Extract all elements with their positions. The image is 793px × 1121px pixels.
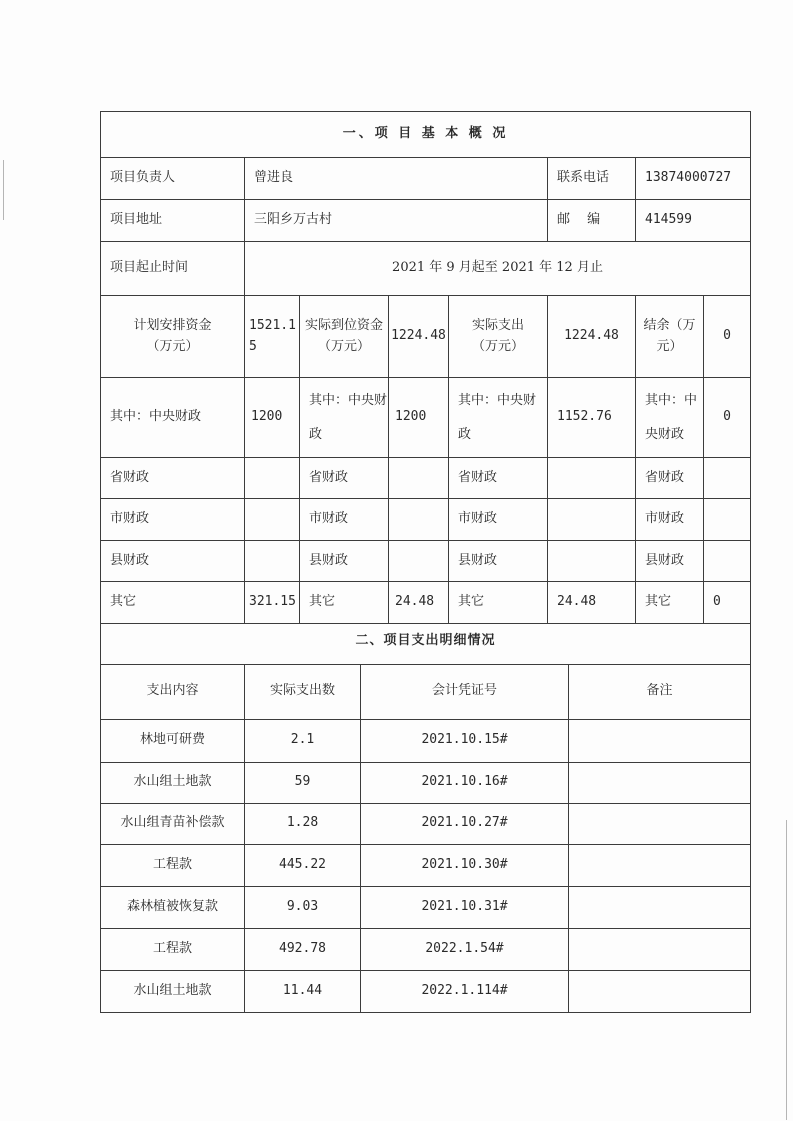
row-content: 林地可研费 xyxy=(101,719,245,762)
phone-value: 13874000727 xyxy=(636,158,751,200)
county-received-label: 县财政 xyxy=(300,541,389,582)
city-balance-label: 市财政 xyxy=(636,499,704,541)
central-gov-received-label: 其中：中央财政 xyxy=(300,378,389,458)
planned-funds-label: 计划安排资金（万元） xyxy=(101,296,245,378)
central-gov-planned: 1200 xyxy=(245,378,300,458)
section2-title: 二、项目支出明细情况 xyxy=(101,618,751,664)
table-row xyxy=(101,970,751,1012)
balance-label: 结余（万元） xyxy=(636,296,704,378)
province-spent-label: 省财政 xyxy=(449,458,548,499)
province-received xyxy=(389,458,449,499)
row-content: 水山组青苗补偿款 xyxy=(101,803,245,844)
row-content: 工程款 xyxy=(101,844,245,886)
phone-label: 联系电话 xyxy=(548,158,636,200)
row-voucher: 2022.1.54# xyxy=(361,928,569,970)
province-spent xyxy=(548,458,636,499)
row-amount: 59 xyxy=(245,762,361,803)
header-content: 支出内容 xyxy=(101,664,245,719)
table-row xyxy=(101,719,751,762)
spent-funds-label: 实际支出（万元） xyxy=(449,296,548,378)
row-content: 工程款 xyxy=(101,928,245,970)
row-content: 水山组土地款 xyxy=(101,762,245,803)
header-amount: 实际支出数 xyxy=(245,664,361,719)
table-row xyxy=(101,844,751,886)
spent-funds-value: 1224.48 xyxy=(548,296,636,378)
city-received xyxy=(389,499,449,541)
scan-mark xyxy=(3,160,4,220)
planned-funds-value: 1521.15 xyxy=(245,296,300,378)
city-label: 市财政 xyxy=(101,499,245,541)
period-value: 2021 年 9 月起至 2021 年 12 月止 xyxy=(245,242,751,296)
received-funds-label: 实际到位资金（万元） xyxy=(300,296,389,378)
other-balance: 0 xyxy=(704,582,751,624)
other-balance-label: 其它 xyxy=(636,582,704,624)
central-gov-balance-label: 其中：中央财政 xyxy=(636,378,704,458)
expenditure-detail-table xyxy=(100,618,751,1013)
county-spent-label: 县财政 xyxy=(449,541,548,582)
header-note: 备注 xyxy=(569,664,751,719)
other-label: 其它 xyxy=(101,582,245,624)
section1-title: 一、项 目 基 本 概 况 xyxy=(101,112,751,158)
project-leader-label: 项目负责人 xyxy=(101,158,245,200)
central-gov-received: 1200 xyxy=(389,378,449,458)
row-content: 森林植被恢复款 xyxy=(101,886,245,928)
row-amount: 2.1 xyxy=(245,719,361,762)
city-spent-label: 市财政 xyxy=(449,499,548,541)
row-note xyxy=(569,928,751,970)
row-voucher: 2021.10.27# xyxy=(361,803,569,844)
postcode-label: 邮 编 xyxy=(548,200,636,242)
address-value: 三阳乡万古村 xyxy=(245,200,548,242)
row-voucher: 2022.1.114# xyxy=(361,970,569,1012)
province-balance-label: 省财政 xyxy=(636,458,704,499)
row-amount: 1.28 xyxy=(245,803,361,844)
province-balance xyxy=(704,458,751,499)
other-spent: 24.48 xyxy=(548,582,636,624)
row-voucher: 2021.10.15# xyxy=(361,719,569,762)
central-gov-spent-label: 其中：中央财政 xyxy=(449,378,548,458)
project-leader-value: 曾进良 xyxy=(245,158,548,200)
other-spent-label: 其它 xyxy=(449,582,548,624)
received-funds-value: 1224.48 xyxy=(389,296,449,378)
county-balance xyxy=(704,541,751,582)
period-label: 项目起止时间 xyxy=(101,242,245,296)
project-overview-table xyxy=(100,111,751,624)
city-spent xyxy=(548,499,636,541)
postcode-value: 414599 xyxy=(636,200,751,242)
province-label: 省财政 xyxy=(101,458,245,499)
address-label: 项目地址 xyxy=(101,200,245,242)
row-note xyxy=(569,762,751,803)
province-planned xyxy=(245,458,300,499)
row-amount: 9.03 xyxy=(245,886,361,928)
other-received-label: 其它 xyxy=(300,582,389,624)
central-gov-spent: 1152.76 xyxy=(548,378,636,458)
row-note xyxy=(569,719,751,762)
county-received xyxy=(389,541,449,582)
row-amount: 445.22 xyxy=(245,844,361,886)
other-received: 24.48 xyxy=(389,582,449,624)
row-voucher: 2021.10.16# xyxy=(361,762,569,803)
county-label: 县财政 xyxy=(101,541,245,582)
central-gov-label: 其中：中央财政 xyxy=(101,378,245,458)
table-row xyxy=(101,762,751,803)
city-received-label: 市财政 xyxy=(300,499,389,541)
central-gov-balance: 0 xyxy=(704,378,751,458)
city-balance xyxy=(704,499,751,541)
row-content: 水山组土地款 xyxy=(101,970,245,1012)
header-voucher: 会计凭证号 xyxy=(361,664,569,719)
scan-mark xyxy=(786,820,787,1120)
table-row xyxy=(101,886,751,928)
row-amount: 492.78 xyxy=(245,928,361,970)
city-planned xyxy=(245,499,300,541)
row-voucher: 2021.10.31# xyxy=(361,886,569,928)
row-note xyxy=(569,844,751,886)
table-row xyxy=(101,803,751,844)
row-note xyxy=(569,803,751,844)
province-received-label: 省财政 xyxy=(300,458,389,499)
county-balance-label: 县财政 xyxy=(636,541,704,582)
county-spent xyxy=(548,541,636,582)
balance-value: 0 xyxy=(704,296,751,378)
table-row xyxy=(101,928,751,970)
county-planned xyxy=(245,541,300,582)
row-note xyxy=(569,886,751,928)
row-note xyxy=(569,970,751,1012)
row-voucher: 2021.10.30# xyxy=(361,844,569,886)
other-planned: 321.15 xyxy=(245,582,300,624)
row-amount: 11.44 xyxy=(245,970,361,1012)
